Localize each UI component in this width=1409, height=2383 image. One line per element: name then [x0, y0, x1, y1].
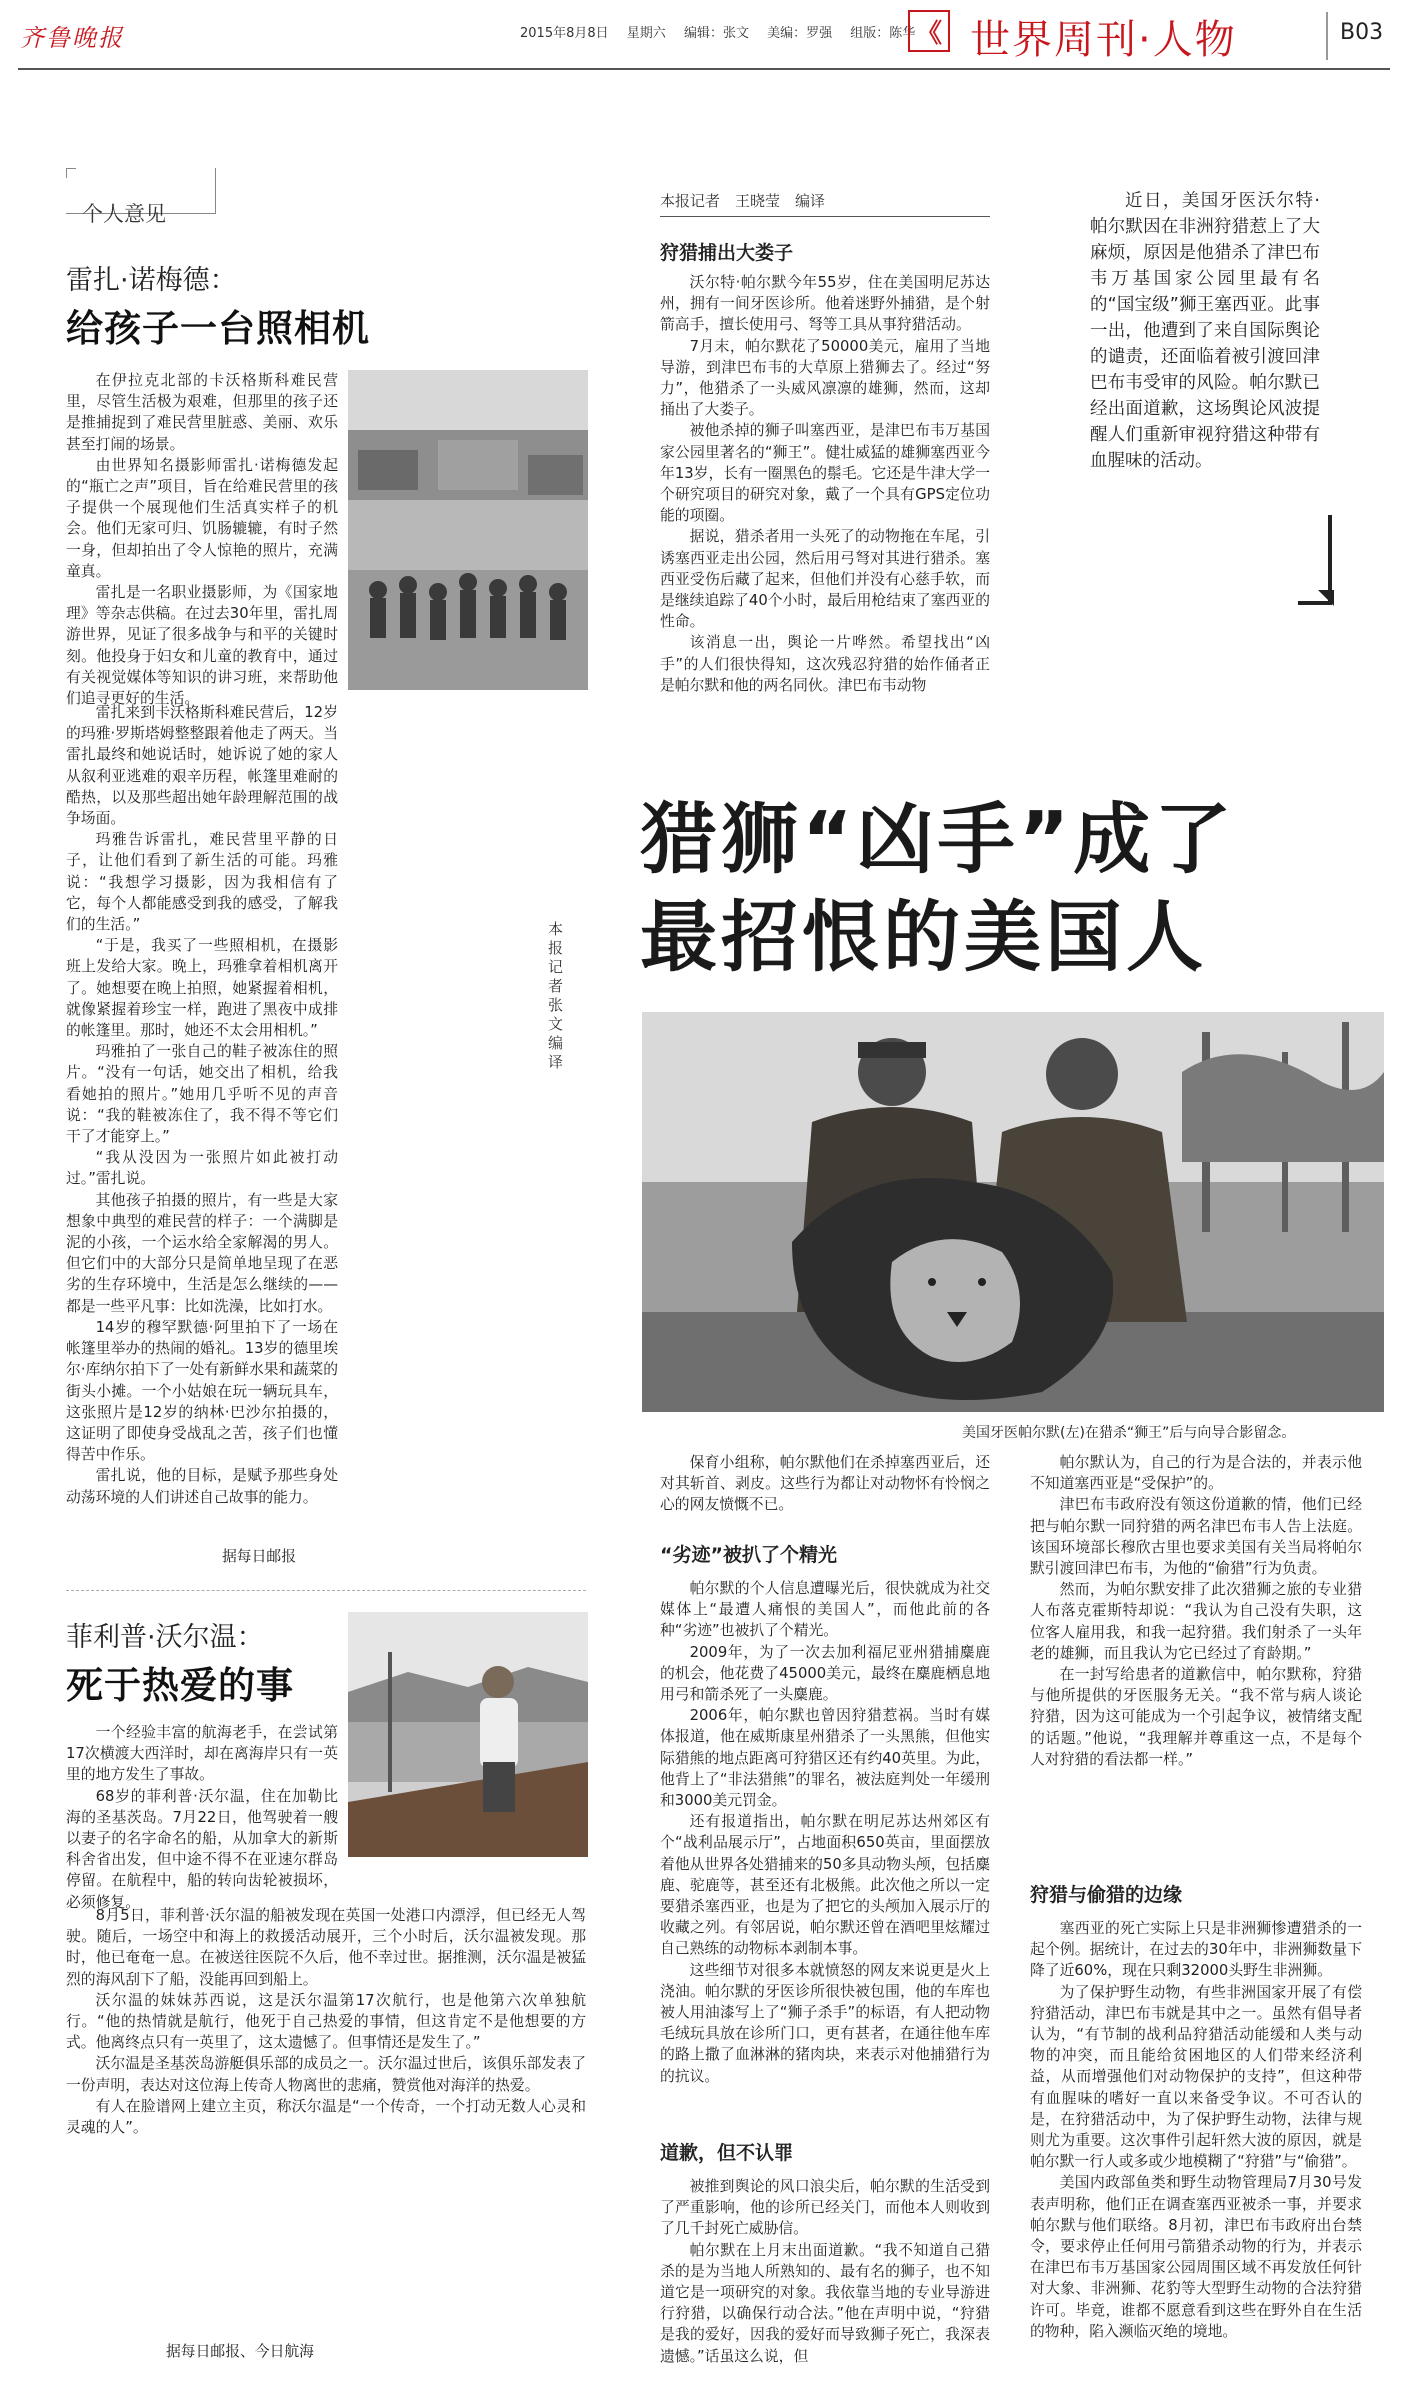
editor-credit: 编辑：张文: [683, 26, 749, 41]
section1-paragraph: 7月末，帕尔默花了50000美元，雇用了当地导游，到津巴布韦的大草原上猎狮去了。经过“努力”，他猎杀了一头威风凛凛的雄狮，然而，这却捅出了大娄子。: [660, 337, 990, 419]
col-b-paragraph: 帕尔默认为，自己的行为是合法的，并表示他不知道塞西亚是“受保护”的。: [1030, 1454, 1362, 1493]
section2-paragraph: 还有报道指出，帕尔默在明尼苏达州郊区有个“战利品展示厅”，占地面积650英亩，里面摆放着他从世界各处猎捕来的50多具动物头颅，包括麋鹿、驼鹿等，甚至还有北极熊。此次他之所以一定要猎杀塞西亚，也是为了把它的头颅加入展示厅的收藏之列。有邻居说，帕尔默还曾在酒吧里炫耀过自己熟练的动物标本剥制本事。: [660, 1813, 990, 1958]
section2-title: “劣迹”被扒了个精光: [660, 1544, 837, 1566]
section4-body: [1030, 1918, 1362, 2342]
story1-headline: 给孩子一台照相机: [66, 307, 370, 350]
col-b-paragraph: 在一封写给患者的道歉信中，帕尔默称，狩猎与他所提供的牙医服务无关。“我不常与病人谈论狩猎，因为这可能成为一个引起争议，被情绪支配的话题。”他说，“我理解并尊重这一点，不是每个人对狩猎的看法都一样。”: [1030, 1666, 1362, 1768]
section2-paragraph: 这些细节对很多本就愤怒的网友来说更是火上浇油。帕尔默的牙医诊所很快被包围，他的车库也被人用油漆写上了“狮子杀手”的标语，有人把动物毛绒玩具放在诊所门口，更有甚者，在通往他车库的路上撒了血淋淋的猪肉块，来表示对他捕猎行为的抗议。: [660, 1961, 990, 2085]
bracket-tail-icon: [1318, 590, 1334, 606]
story-divider: [66, 1590, 586, 1591]
section2-paragraph: 2009年，为了一次去加利福尼亚州猎捕麋鹿的机会，他花费了45000美元，最终在麋鹿栖息地用弓和箭杀死了一头麋鹿。: [660, 1643, 990, 1704]
story1-paragraph: 14岁的穆罕默德·阿里拍下了一场在帐篷里举办的热闹的婚礼。13岁的德里埃尔·库纳尔拍下了一处有新鲜水果和蔬菜的街头小摊。一个小姑娘在玩一辆玩具车，这张照片是12岁的纳林·巴沙尔拍摄的，这证明了即使身受战乱之苦，孩子们也懂得苦中作乐。: [66, 1318, 338, 1464]
section3-title: 道歉，但不认罪: [660, 2142, 794, 2164]
section1-paragraph: 被他杀掉的狮子叫塞西亚，是津巴布韦万基国家公园里著名的“狮王”。健壮威猛的雄狮塞西亚今年13岁，长有一圈黑色的鬃毛。它还是牛津大学一个研究项目的研究对象，戴了一个具有GPS定位功能的项圈。: [660, 422, 990, 525]
story1-paragraph: 雷扎是一名职业摄影师，为《国家地理》等杂志供稿。在过去30年里，雷扎周游世界，见证了很多战争与和平的关键时刻。他投身于妇女和儿童的教育中，通过有关视觉媒体等知识的讲习班，来帮助他们追寻更好的生活。: [66, 584, 338, 708]
sailor-photo: [348, 1612, 588, 1857]
section4-paragraph: 为了保护野生动物，有些非洲国家开展了有偿狩猎活动，津巴布韦就是其中之一。虽然有倡导者认为，“有节制的战利品狩猎活动能缓和人类与动物的冲突，而且能给贫困地区的人们带来经济利益，从而增强他们对动物保护的支持”，但这种带有血腥味的嗜好一直以来备受争议。不可否认的是，在狩猎活动中，为了保护野生动物，法律与规则尤为重要。这次事件引起轩然大波的原因，就是帕尔默一行人或多或少地模糊了“狩猎”与“偷猎”。: [1030, 1983, 1362, 2171]
story2-paragraph: 沃尔温是圣基茨岛游艇俱乐部的成员之一。沃尔温过世后，该俱乐部发表了一份声明，表达对这位海上传奇人物离世的悲痛，赞赏他对海洋的热爱。: [66, 2055, 586, 2094]
story1-paragraph: 雷扎来到卡沃格斯科难民营后，12岁的玛雅·罗斯塔姆整整跟着他走了两天。当雷扎最终和她说话时，她诉说了她的家人从叙利亚逃难的艰辛历程，帐篷里难耐的酷热，以及那些超出她年龄理解范围的战争场面。: [66, 704, 338, 828]
story1-subhead: 雷扎·诺梅德：: [66, 265, 237, 296]
feature-intro: [1090, 188, 1320, 474]
page-number: B03: [1340, 20, 1384, 45]
section1-paragraph: 沃尔特·帕尔默今年55岁，住在美国明尼苏达州，拥有一间牙医诊所。他着迷野外捕猎，是个射箭高手，擅长使用弓、弩等工具从事狩猎活动。: [660, 274, 990, 334]
story1-source: 据每日邮报: [222, 1548, 296, 1565]
story1-paragraph: 玛雅告诉雷扎，难民营里平静的日子，让他们看到了新生活的可能。玛雅说：“我想学习摄影，因为我相信有了它，每个人都能感受到我的感受，了解我们的生活。”: [66, 831, 338, 934]
byline-rule: [660, 216, 990, 217]
story2-paragraph: 8月5日，菲利普·沃尔温的船被发现在英国一处港口内漂浮，但已经无人驾驶。随后，一场空中和海上的救援活动展开，三个小时后，沃尔温被发现。那时，他已奄奄一息。在被送往医院不久后，他不幸过世。据推测，沃尔温是被猛烈的海风刮下了船，没能再回到船上。: [66, 1907, 586, 1988]
story1-paragraph: 由世界知名摄影师雷扎·诺梅德发起的“瓶亡之声”项目，旨在给难民营里的孩子提供一个展现他们生活真实样子的机会。他们无家可归、饥肠辘辘，有时子然一身，但却拍出了令人惊艳的照片，充满童真。: [66, 456, 338, 580]
section4-title: 狩猎与偷猎的边缘: [1030, 1884, 1183, 1906]
issue-date: 2015年8月8日: [520, 26, 609, 41]
story1-body-part2: [66, 702, 338, 1508]
photo-caption: 美国牙医帕尔默(左)在猎杀“狮王”后与向导合影留念。: [962, 1425, 1296, 1441]
refugee-children-photo: [348, 370, 588, 690]
intro-paragraph: 近日，美国牙医沃尔特·帕尔默因在非洲狩猎惹上了大麻烦，原因是他猎杀了津巴布韦万基国家公园里最有名的“国宝级”狮王塞西亚。此事一出，他遭到了来自国际舆论的谴责，还面临着被引渡回津巴布韦受审的风险。帕尔默已经出面道歉，这场舆论风波提醒人们重新审视狩猎这种带有血腥味的活动。: [1090, 191, 1320, 471]
story2-source: 据每日邮报、今日航海: [166, 2343, 314, 2360]
section-title: 世界周刊·人物: [970, 17, 1237, 63]
vertical-byline: 本报记者 张文 编译: [548, 920, 564, 1071]
story1-body-part1: [66, 370, 338, 709]
issue-weekday: 星期六: [626, 26, 666, 41]
story2-paragraph: 有人在脸谱网上建立主页，称沃尔温是“一个传奇，一个打动无数人心灵和灵魂的人”。: [66, 2097, 586, 2137]
section1-paragraph: 据说，猎杀者用一头死了的动物拖在车尾，引诱塞西亚走出公园，然后用弓弩对其进行猎杀。塞西亚受伤后藏了起来，但他们并没有心慈手软，而是继续追踪了40个小时，最后用枪结束了塞西亚的性命。: [660, 528, 990, 631]
section4-paragraph: 塞西亚的死亡实际上只是非洲狮惨遭猎杀的一起个例。据统计，在过去的30年中，非洲狮数量下降了近60%，现在只剩32000头野生非洲狮。: [1030, 1920, 1362, 1980]
feature-byline: 本报记者 王晓莹 编译: [660, 192, 826, 210]
section4-paragraph: 美国内政部鱼类和野生动物管理局7月30号发表声明称，他们正在调查塞西亚被杀一事，并要求帕尔默与他们联络。8月初，津巴布韦政府出台禁令，要求停止任何用弓箭猎杀动物的行为，并表示在津巴布韦万基国家公园周围区域不再发放任何针对大象、非洲狮、花豹等大型野生动物的合法狩猎许可。毕竟，谁都不愿意看到这些在野外自在生活的物种，陷入濒临灭绝的境地。: [1030, 2174, 1362, 2340]
story2-paragraph: 68岁的菲利普·沃尔温，住在加勒比海的圣基茨岛。7月22日，他驾驶着一艘以妻子的名字命名的船，从加拿大的新斯科舍省出发，但中途不得不在亚速尔群岛停留。在航程中，船的转向齿轮被损坏，必须修复。: [66, 1787, 338, 1911]
col-b-body: [1030, 1452, 1362, 1770]
section2-paragraph: 帕尔默的个人信息遭曝光后，很快就成为社交媒体上“最遭人痛恨的美国人”，而他此前的各种“劣迹”也被扒了个精光。: [660, 1580, 990, 1640]
issue-meta: [520, 22, 929, 41]
story1-paragraph: 其他孩子拍摄的照片，有一些是大家想象中典型的难民营的样子：一个满脚是泥的小孩，一个运水给全家解渴的男人。但它们中的大部分只是简单地呈现了在恶劣的生存环境中，生活是怎么继续的——都是一些平凡事：比如洗澡，比如打水。: [66, 1191, 338, 1315]
section2-paragraph: 2006年，帕尔默也曾因狩猎惹祸。当时有媒体报道，他在威斯康星州猎杀了一头黑熊，但他实际猎熊的地点距离可狩猎区还有约40英里。为此，他背上了“非法猎熊”的罪名，被法庭判处一年缓刑和3000美元罚金。: [660, 1707, 990, 1810]
col-b-paragraph: 然而，为帕尔默安排了此次猎狮之旅的专业猎人布落克霍斯特却说：“我认为自己没有失职，这位客人雇用我，和我一起狩猎。我们射杀了一头年老的雄狮，而且我认为它已经过了育龄期。”: [1030, 1581, 1362, 1662]
section3-paragraph: 被推到舆论的风口浪尖后，帕尔默的生活受到了严重影响，他的诊所已经关门，而他本人则收到了几千封死亡威胁信。: [660, 2178, 990, 2238]
section3-paragraph: 帕尔默在上月末出面道歉。“我不知道自己猎杀的是为当地人所熟知的、最有名的狮子，也不知道它是一项研究的对象。我依靠当地的专业导游进行狩猎，以确保行动合法。”他在声明中说，“狩猎是我的爱好，因我的爱好而导致狮子死亡，我深表遗憾。”话虽这么说，但: [660, 2241, 990, 2365]
column-label: 个人意见: [82, 202, 166, 226]
section1-body: [660, 272, 990, 696]
story1-paragraph: 雷扎说，他的目标，是赋予那些身处动荡环境的人们讲述自己故事的能力。: [66, 1467, 338, 1506]
section3-body: [660, 2176, 990, 2367]
newspaper-logo: 齐鲁晚报: [20, 24, 124, 52]
story1-paragraph: “我从没因为一张照片如此被打动过。”雷扎说。: [66, 1149, 338, 1188]
story2-headline: 死于热爱的事: [66, 1664, 294, 1707]
section1-paragraph: 该消息一出，舆论一片哗然。希望找出“凶手”的人们很快得知，这次残忍狩猎的始作俑者正是帕尔默和他的两名同伙。津巴布韦动物: [660, 634, 990, 694]
divider: [1326, 12, 1328, 60]
story1-paragraph: 玛雅拍了一张自己的鞋子被冻住的照片。“没有一句话，她交出了相机，给我看她拍的照片。”她用几乎听不见的声音说：“我的鞋被冻住了，我不得不等它们干了才能穿上。”: [66, 1043, 338, 1146]
col-a-body: [660, 1452, 990, 1516]
story2-body-part1: [66, 1722, 338, 1913]
hunters-with-lion-photo: [642, 1012, 1384, 1412]
story2-body-part2: [66, 1905, 586, 2138]
designer-credit: 美编：罗强: [767, 26, 833, 41]
story1-paragraph: “于是，我买了一些照相机，在摄影班上发给大家。晚上，玛雅拿着相机离开了。她想要在晚上拍照，她紧握着相机，就像紧握着珍宝一样，跑进了黑夜中成排的帐篷里。那时，她还不太会用相机。”: [66, 937, 338, 1040]
story2-paragraph: 沃尔温的妹妹苏西说，这是沃尔温第17次航行，也是他第六次单独航行。“他的热情就是航行，他死于自己热爱的事情，但这肯定不是他想要的方式。他离终点只有一英里了，这太遗憾了。但事情还是发生了。”: [66, 1991, 586, 2052]
col-b-paragraph: 津巴布韦政府没有领这份道歉的情，他们已经把与帕尔默一同狩猎的两名津巴布韦人告上法庭。该国环境部长穆欣古里也要求美国有关当局将帕尔默引渡回津巴布韦，为他的“偷猎”行为负责。: [1030, 1496, 1362, 1578]
section-arrow-icon: 《: [908, 10, 950, 52]
story1-paragraph: 在伊拉克北部的卡沃格斯科难民营里，尽管生活极为艰难，但那里的孩子还是推捕捉到了难民营里脏惑、美丽、欢乐甚至打闹的场景。: [66, 372, 338, 453]
feature-headline-line2: 最招恨的美国人: [640, 894, 1207, 983]
feature-headline-line1: 猎狮“凶手”成了: [640, 796, 1236, 885]
section2-body: [660, 1578, 990, 2087]
story2-paragraph: 一个经验丰富的航海老手，在尝试第17次横渡大西洋时，却在离海岸只有一英里的地方发生了事故。: [66, 1724, 338, 1784]
layout-credit: 组版：陈华: [850, 26, 916, 41]
section1-title: 狩猎捕出大娄子: [660, 242, 794, 264]
header-rule: [18, 68, 1390, 70]
col-a-paragraph: 保育小组称，帕尔默他们在杀掉塞西亚后，还对其斩首、剥皮。这些行为都让对动物怀有怜悯之心的网友愤慨不已。: [660, 1454, 990, 1514]
story2-subhead: 菲利普·沃尔温：: [66, 1622, 264, 1653]
